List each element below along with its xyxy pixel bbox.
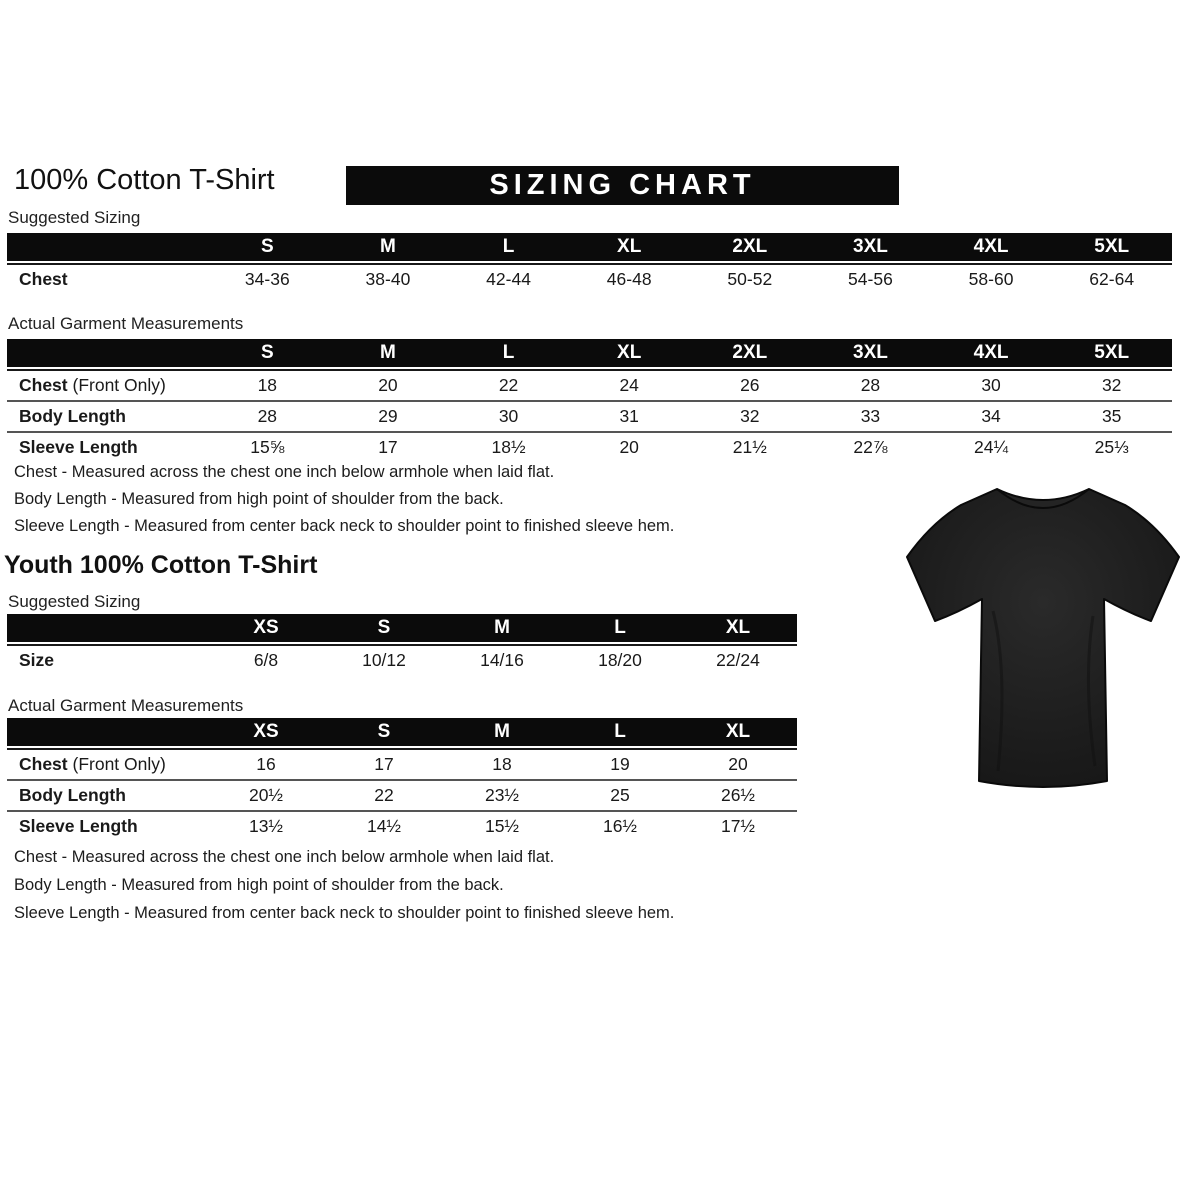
row-label-text: Sleeve Length xyxy=(19,816,138,836)
measurement-cell: 35 xyxy=(1051,400,1172,431)
note-line: Chest - Measured across the chest one inch below armhole when laid flat. xyxy=(14,463,555,481)
youth-title: Youth 100% Cotton T-Shirt xyxy=(4,551,318,579)
youth-suggested-sizing-table xyxy=(7,614,797,675)
measurement-cell: 18½ xyxy=(448,431,569,462)
column-header: S xyxy=(325,614,443,644)
measurement-cell: 14½ xyxy=(325,810,443,841)
corner-cell xyxy=(7,233,207,263)
row-label-suffix: (Front Only) xyxy=(67,375,166,395)
row-label xyxy=(7,748,207,779)
measurement-cell: 28 xyxy=(810,369,931,400)
measurement-cell: 24¼ xyxy=(931,431,1052,462)
measurement-cell: 16 xyxy=(207,748,325,779)
measurement-cell: 23½ xyxy=(443,779,561,810)
measurement-cell: 46-48 xyxy=(569,263,690,294)
note-line: Chest - Measured across the chest one inch below armhole when laid flat. xyxy=(14,848,555,866)
measurement-cell: 18/20 xyxy=(561,644,679,675)
row-label-text: Sleeve Length xyxy=(19,437,138,457)
measurement-cell: 13½ xyxy=(207,810,325,841)
header-row xyxy=(7,614,797,644)
measurement-cell: 19 xyxy=(561,748,679,779)
measurement-cell: 32 xyxy=(1051,369,1172,400)
table-row xyxy=(7,431,1172,462)
table-row xyxy=(7,748,797,779)
corner-cell xyxy=(7,614,207,644)
adult-title: 100% Cotton T-Shirt xyxy=(14,164,275,196)
measurement-cell: 31 xyxy=(569,400,690,431)
measurement-cell: 20 xyxy=(328,369,449,400)
adult-suggested-sizing-table xyxy=(7,233,1172,294)
header-row xyxy=(7,233,1172,263)
column-header: 4XL xyxy=(931,233,1052,263)
measurement-cell: 62-64 xyxy=(1051,263,1172,294)
column-header: XL xyxy=(679,614,797,644)
measurement-cell: 20 xyxy=(679,748,797,779)
column-header: M xyxy=(443,614,561,644)
table-row xyxy=(7,369,1172,400)
measurement-cell: 6/8 xyxy=(207,644,325,675)
column-header: L xyxy=(561,718,679,748)
measurement-cell: 22/24 xyxy=(679,644,797,675)
column-header: XL xyxy=(679,718,797,748)
row-label-text: Body Length xyxy=(19,785,126,805)
note-line: Sleeve Length - Measured from center back neck to shoulder point to finished sleeve hem. xyxy=(14,517,675,535)
measurement-cell: 22 xyxy=(448,369,569,400)
adult-actual-measurements-label: Actual Garment Measurements xyxy=(8,314,244,333)
column-header: S xyxy=(207,339,328,369)
measurement-cell: 22⅞ xyxy=(810,431,931,462)
youth-suggested-sizing-label: Suggested Sizing xyxy=(8,592,141,611)
row-label xyxy=(7,369,207,400)
measurement-cell: 18 xyxy=(443,748,561,779)
measurement-cell: 15⅝ xyxy=(207,431,328,462)
row-label xyxy=(7,644,207,675)
column-header: L xyxy=(448,233,569,263)
table-row xyxy=(7,644,797,675)
row-label xyxy=(7,431,207,462)
measurement-cell: 30 xyxy=(931,369,1052,400)
youth-actual-measurements-table xyxy=(7,718,797,841)
column-header: 3XL xyxy=(810,339,931,369)
column-header: XS xyxy=(207,614,325,644)
column-header: 2XL xyxy=(690,339,811,369)
measurement-cell: 34 xyxy=(931,400,1052,431)
measurement-cell: 16½ xyxy=(561,810,679,841)
row-label xyxy=(7,263,207,294)
measurement-cell: 33 xyxy=(810,400,931,431)
measurement-cell: 20 xyxy=(569,431,690,462)
tshirt-illustration xyxy=(893,470,1193,822)
header-row xyxy=(7,718,797,748)
adult-actual-measurements-table xyxy=(7,339,1172,462)
measurement-cell: 34-36 xyxy=(207,263,328,294)
row-label-text: Chest xyxy=(19,269,68,289)
row-label xyxy=(7,810,207,841)
measurement-cell: 26½ xyxy=(679,779,797,810)
column-header: 3XL xyxy=(810,233,931,263)
measurement-cell: 54-56 xyxy=(810,263,931,294)
column-header: XS xyxy=(207,718,325,748)
corner-cell xyxy=(7,339,207,369)
column-header: L xyxy=(448,339,569,369)
note-line: Sleeve Length - Measured from center back neck to shoulder point to finished sleeve hem. xyxy=(14,904,675,922)
youth-measurement-notes xyxy=(14,843,674,927)
column-header: 4XL xyxy=(931,339,1052,369)
measurement-cell: 21½ xyxy=(690,431,811,462)
measurement-cell: 25 xyxy=(561,779,679,810)
measurement-cell: 29 xyxy=(328,400,449,431)
table-row xyxy=(7,779,797,810)
sizing-chart-banner: SIZING CHART xyxy=(346,166,899,205)
measurement-cell: 22 xyxy=(325,779,443,810)
column-header: M xyxy=(443,718,561,748)
column-header: S xyxy=(325,718,443,748)
measurement-cell: 17 xyxy=(325,748,443,779)
measurement-cell: 28 xyxy=(207,400,328,431)
measurement-cell: 42-44 xyxy=(448,263,569,294)
column-header: M xyxy=(328,339,449,369)
column-header: 2XL xyxy=(690,233,811,263)
table-row xyxy=(7,400,1172,431)
header-row xyxy=(7,339,1172,369)
row-label-text: Size xyxy=(19,650,55,670)
note-line: Body Length - Measured from high point of shoulder from the back. xyxy=(14,490,504,508)
measurement-cell: 10/12 xyxy=(325,644,443,675)
row-label xyxy=(7,779,207,810)
measurement-cell: 38-40 xyxy=(328,263,449,294)
measurement-cell: 18 xyxy=(207,369,328,400)
row-label xyxy=(7,400,207,431)
column-header: XL xyxy=(569,339,690,369)
column-header: 5XL xyxy=(1051,339,1172,369)
column-header: S xyxy=(207,233,328,263)
youth-actual-measurements-label: Actual Garment Measurements xyxy=(8,696,244,715)
measurement-cell: 14/16 xyxy=(443,644,561,675)
row-label-text: Body Length xyxy=(19,406,126,426)
measurement-cell: 50-52 xyxy=(690,263,811,294)
measurement-cell: 15½ xyxy=(443,810,561,841)
column-header: XL xyxy=(569,233,690,263)
measurement-cell: 30 xyxy=(448,400,569,431)
row-label-suffix: (Front Only) xyxy=(67,754,166,774)
measurement-cell: 20½ xyxy=(207,779,325,810)
measurement-cell: 25⅓ xyxy=(1051,431,1172,462)
measurement-cell: 17½ xyxy=(679,810,797,841)
adult-measurement-notes xyxy=(14,459,674,540)
column-header: L xyxy=(561,614,679,644)
table-row xyxy=(7,810,797,841)
measurement-cell: 17 xyxy=(328,431,449,462)
tshirt-photo xyxy=(893,470,1193,822)
measurement-cell: 58-60 xyxy=(931,263,1052,294)
column-header: M xyxy=(328,233,449,263)
column-header: 5XL xyxy=(1051,233,1172,263)
measurement-cell: 26 xyxy=(690,369,811,400)
row-label-text: Chest xyxy=(19,754,68,774)
measurement-cell: 32 xyxy=(690,400,811,431)
adult-suggested-sizing-label: Suggested Sizing xyxy=(8,208,141,227)
corner-cell xyxy=(7,718,207,748)
note-line: Body Length - Measured from high point of shoulder from the back. xyxy=(14,876,504,894)
row-label-text: Chest xyxy=(19,375,68,395)
measurement-cell: 24 xyxy=(569,369,690,400)
table-row xyxy=(7,263,1172,294)
